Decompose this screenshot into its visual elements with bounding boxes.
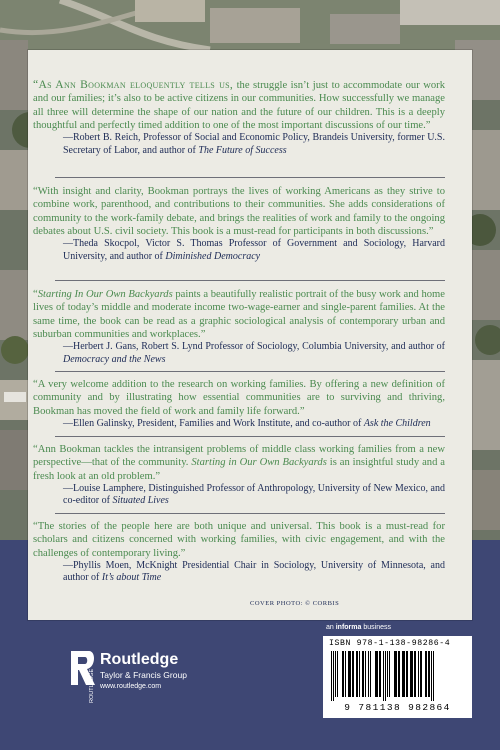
divider — [55, 177, 445, 178]
isbn-label: ISBN 978-1-138-98286-4 — [329, 639, 451, 648]
publisher-group: Taylor & Francis Group — [100, 670, 187, 680]
review-quote-2 — [33, 185, 445, 263]
isbn-barcode — [323, 636, 472, 718]
quote-text-continued: is an insightful study and a fresh look at an old problem.” — [33, 457, 445, 482]
quote-text: paints a beautifully realistic portrait of the busy work and home lives of today’s middle and moderate income two-wage-earner and single-parent families. At the same time, the book can be read as a graphic sociological analysis of contemporary urban and suburban communities and workplaces.” — [33, 289, 445, 340]
review-quote-4 — [33, 378, 445, 430]
photo-credit: COVER PHOTO: © CORBIS — [250, 600, 340, 607]
divider — [55, 280, 445, 281]
quote-text: “A very welcome addition to the research on working families. By offering a new definition of community and by illustrating how essential communities are to surviving and thriving, Bookman has moved the field of work and family life forward.” — [33, 379, 445, 417]
barcode-number: 9 781138 982864 — [344, 702, 451, 713]
informa-tagline — [326, 624, 391, 631]
quote-work-title: Diminished Democracy — [165, 250, 261, 262]
quote-book-title: Starting in Our Own Backyards — [191, 457, 327, 469]
routledge-side-text: ROUTLEDGE — [89, 668, 95, 703]
quote-attribution: —Phyllis Moen, McKnight Presidential Chair in Sociology, University of Minnesota, and author of — [63, 559, 445, 584]
divider — [55, 436, 445, 437]
quote-attribution: —Louise Lamphere, Distinguished Professor of Anthropology, University of New Mexico, and co-editor of — [63, 482, 445, 507]
quote-work-title: The Future of Success — [198, 144, 287, 156]
review-quote-3: “Starting In Our Own Backyards paints a beautifully realistic portrait of the busy work and home lives of today’s middle and moderate income two-wage-earner and single-parent families. At the same time, the book can be read as a graphic sociological analysis of contemporary urban and suburban communities and workplaces.” —Herbert J. Gans, Robert S. Lynd Professor of Sociology, Columbia University, and author of Democracy and the News — [33, 289, 445, 365]
quote-text: “Ann Bookman tackles the intransigent problems of middle class working families from a new perspective—that of the community. — [33, 444, 445, 469]
quote-attribution: —Herbert J. Gans, Robert S. Lynd Professor of Sociology, Columbia University, and author of — [63, 341, 445, 353]
quote-attribution: —Ellen Galinsky, President, Families and Work Institute, and co-author of — [63, 417, 364, 429]
quote-book-title: Starting In Our Own Backyards — [37, 289, 173, 300]
quote-work-title: Situated Lives — [112, 495, 169, 507]
review-quote-5 — [33, 443, 445, 508]
quote-work-title: It’s about Time — [101, 572, 162, 584]
quote-lead: “As Ann Bookman eloquently tells us, — [33, 78, 234, 91]
publisher-name: Routledge — [100, 651, 179, 668]
divider — [55, 513, 445, 514]
review-quote-6 — [33, 520, 445, 585]
informa-suffix: business — [361, 624, 391, 631]
review-quote-1 — [33, 78, 445, 157]
quote-work-title: Democracy and the News — [63, 353, 166, 365]
informa-brand: informa — [335, 624, 362, 631]
quote-text: “The stories of the people here are both unique and universal. This book is a must-read for scholars and citizens concerned with working families, with civic engagement, and with the challenges of contemporary living.” — [33, 521, 445, 559]
informa-prefix: an — [326, 624, 336, 631]
quote-attribution: —Theda Skocpol, Victor S. Thomas Professor of Government and Sociology, Harvard University, and author of — [63, 238, 445, 262]
barcode-bars — [329, 651, 466, 701]
quote-text: the struggle isn’t just to accommodate our work and our families; it’s also to be active citizens in our communities. How successfully we manage all three will determine the shape of our nation and the future of our children. This is a deeply thoughtful and perfectly timed addition to one of the most important discussions of our time.” — [33, 80, 446, 131]
routledge-logo-icon — [67, 647, 97, 705]
divider — [55, 371, 445, 372]
quote-attribution: —Robert B. Reich, Professor of Social and Economic Policy, Brandeis University, former U.S. Secretary of Labor, and author of — [63, 132, 445, 156]
quote-work-title: Ask the Children — [363, 417, 431, 429]
publisher-url: www.routledge.com — [100, 683, 162, 690]
quote-text: “With insight and clarity, Bookman portrays the lives of working Americans as they strive to combine work, parenthood, and contributions to their communities. She adds considerations of community to the work-family debate, and brings the realities of work and family to the ongoing debates about U.S. civil society. This book is a must-read for participants in both discussions.” — [33, 186, 445, 237]
